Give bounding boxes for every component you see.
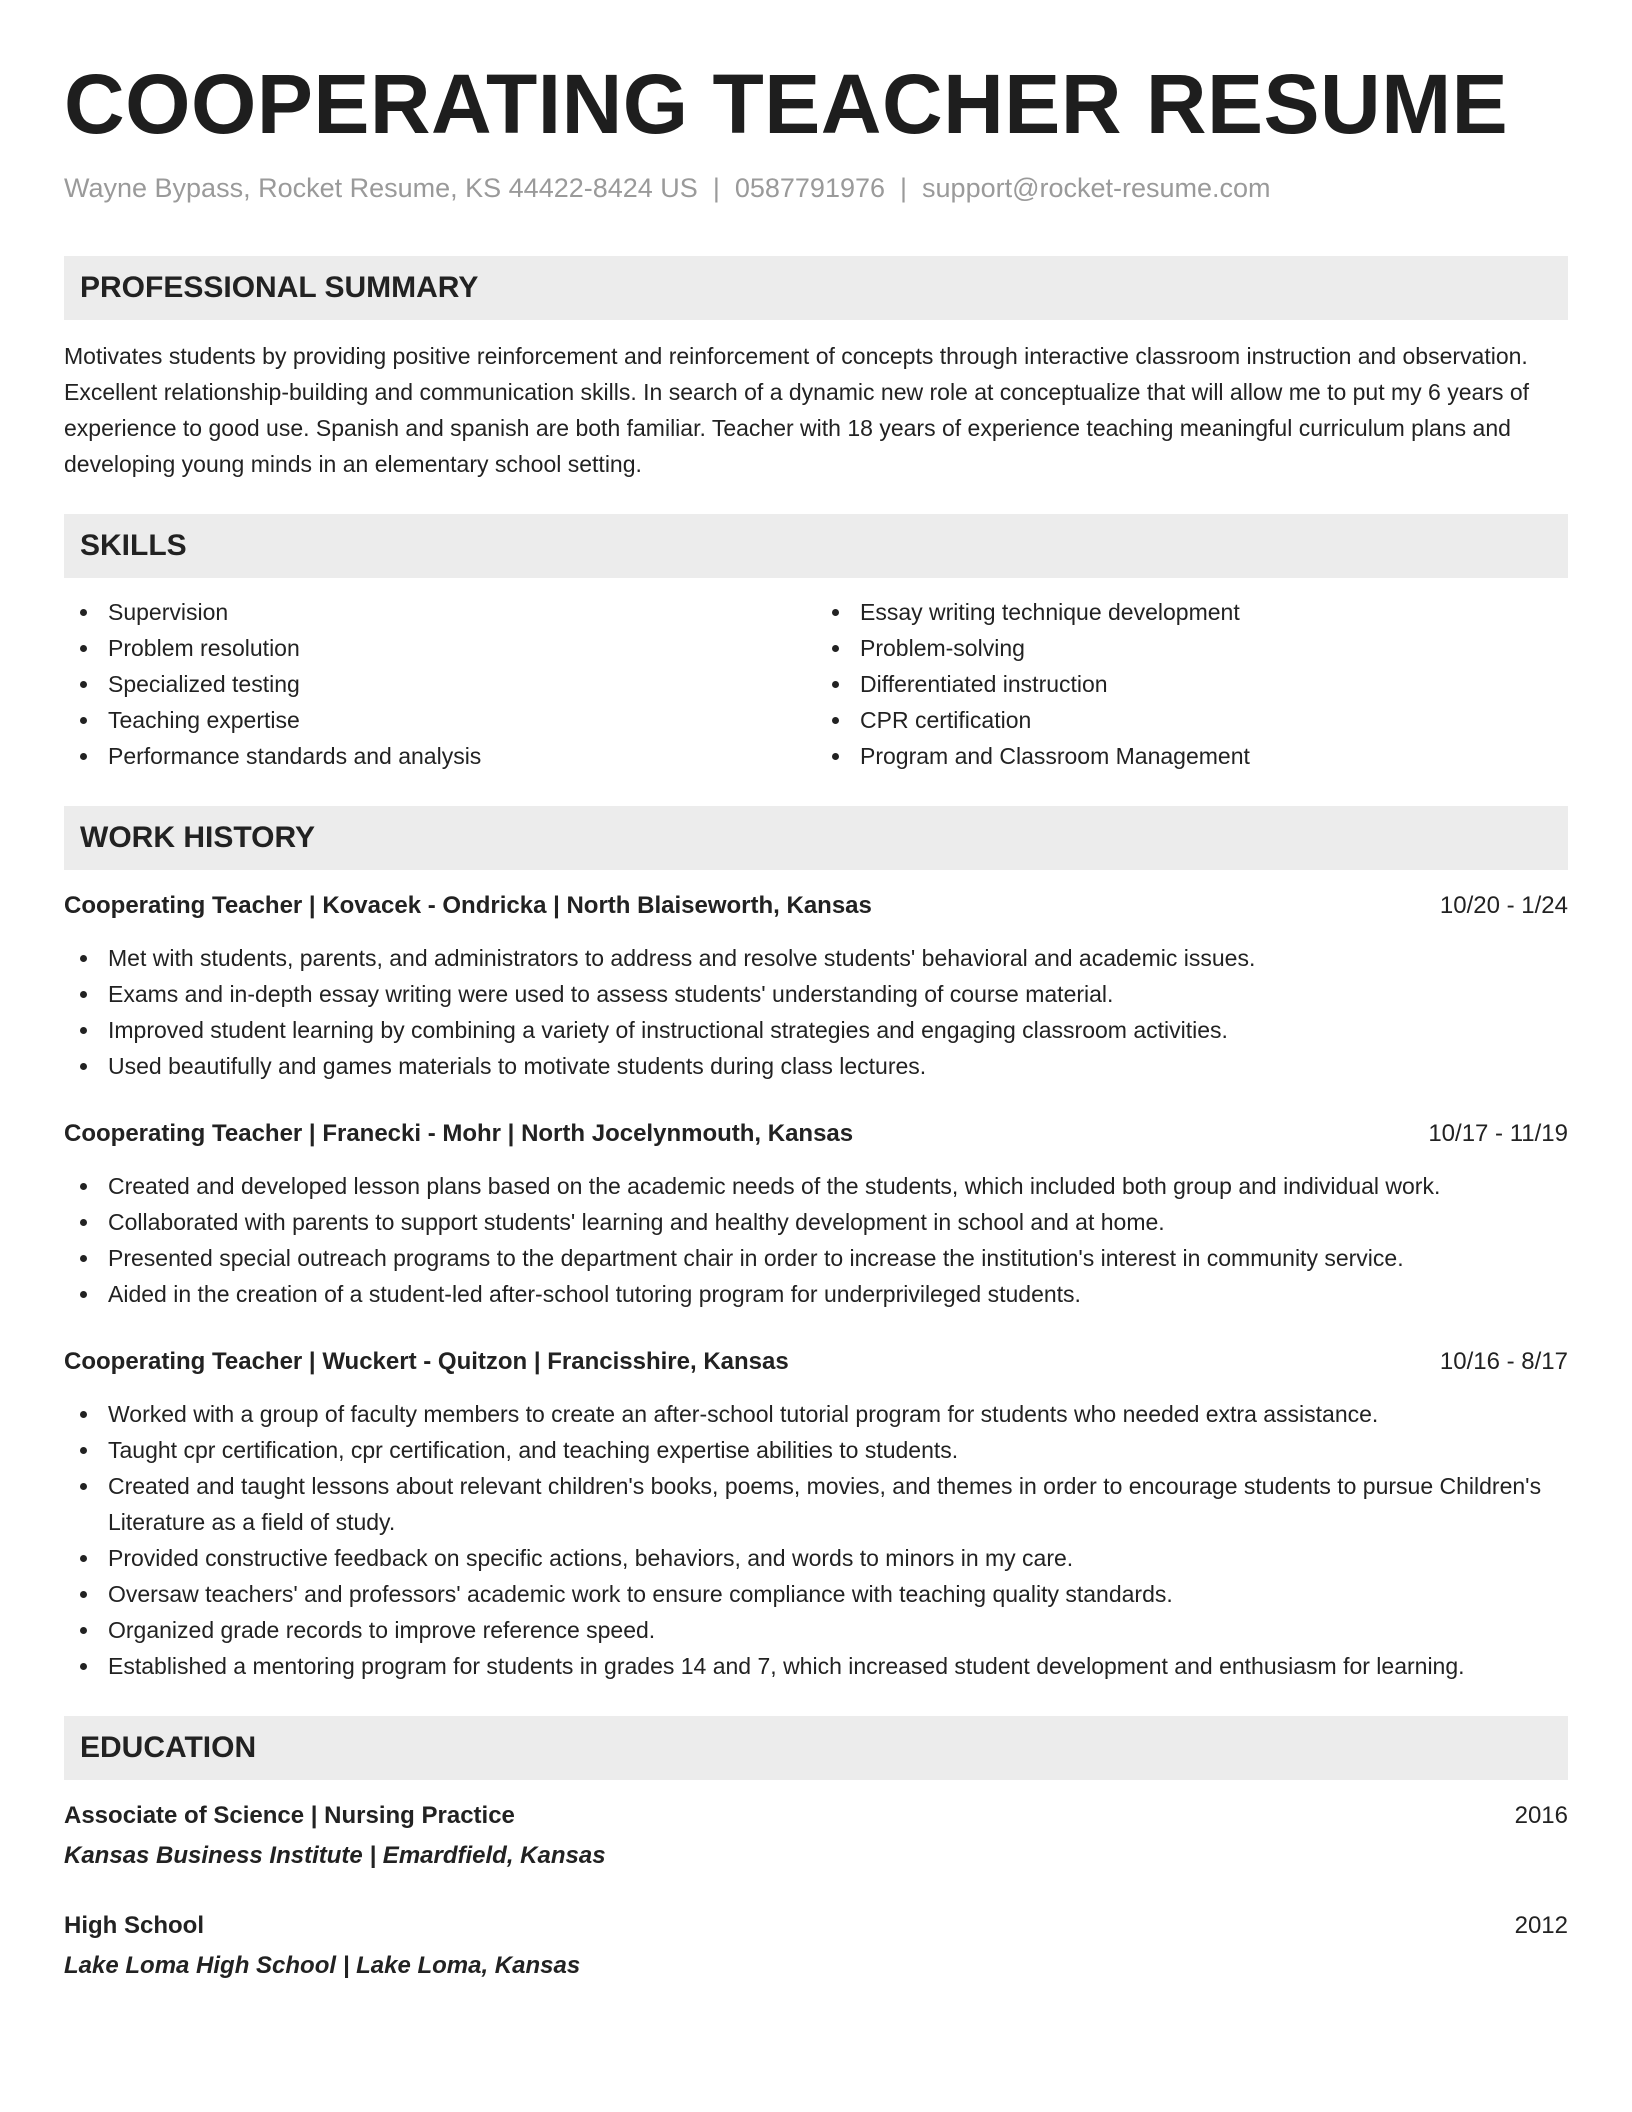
job-bullet: Improved student learning by combining a variety of instructional strategies and engaging classroom activities. — [64, 1012, 1568, 1048]
skill-item: Specialized testing — [64, 666, 816, 702]
skill-item: Differentiated instruction — [816, 666, 1568, 702]
skills-column-right — [816, 594, 1568, 774]
job-bullet: Provided constructive feedback on specific actions, behaviors, and words to minors in my care. — [64, 1540, 1568, 1576]
job-dates: 10/17 - 11/19 — [1428, 1120, 1568, 1147]
job-title: Cooperating Teacher | Kovacek - Ondricka | North Blaiseworth, Kansas — [64, 892, 872, 919]
education-heading: EDUCATION — [64, 1716, 1568, 1780]
skill-item: Problem-solving — [816, 630, 1568, 666]
job-bullets — [64, 940, 1568, 1084]
skills-column-left — [64, 594, 816, 774]
skills-heading: SKILLS — [64, 514, 1568, 578]
job-bullet: Worked with a group of faculty members to create an after-school tutorial program for students who needed extra assistance. — [64, 1396, 1568, 1432]
education-entry — [64, 1798, 1568, 1874]
contact-phone[interactable]: 0587791976 — [734, 173, 886, 203]
job-header — [64, 888, 1568, 924]
education-entry — [64, 1908, 1568, 1984]
education-header — [64, 1798, 1568, 1834]
job-dates: 10/20 - 1/24 — [1439, 892, 1568, 919]
education-year: 2012 — [1514, 1912, 1568, 1939]
skill-item: Problem resolution — [64, 630, 816, 666]
education-degree: Associate of Science | Nursing Practice — [64, 1802, 515, 1829]
job-bullet: Exams and in-depth essay writing were used to assess students' understanding of course material. — [64, 976, 1568, 1012]
job-title: Cooperating Teacher | Franecki - Mohr | North Jocelynmouth, Kansas — [64, 1120, 854, 1147]
job-header — [64, 1344, 1568, 1380]
work-history-heading: WORK HISTORY — [64, 806, 1568, 870]
job-bullet: Collaborated with parents to support students' learning and healthy development in school and at home. — [64, 1204, 1568, 1240]
job-entry — [64, 1116, 1568, 1312]
education-degree: High School — [64, 1912, 204, 1939]
job-bullet: Aided in the creation of a student-led after-school tutoring program for underprivileged students. — [64, 1276, 1568, 1312]
job-header — [64, 1116, 1568, 1152]
job-bullet: Established a mentoring program for students in grades 14 and 7, which increased student development and enthusiasm for learning. — [64, 1648, 1568, 1684]
contact-email[interactable]: support@rocket-resume.com — [922, 173, 1271, 203]
contact-separator: | — [900, 173, 908, 203]
skill-item: Teaching expertise — [64, 702, 816, 738]
job-bullets — [64, 1396, 1568, 1684]
summary-heading: PROFESSIONAL SUMMARY — [64, 256, 1568, 320]
skills-list — [64, 594, 1568, 774]
education-header — [64, 1908, 1568, 1944]
job-entry — [64, 888, 1568, 1084]
skill-item: Supervision — [64, 594, 816, 630]
job-bullet: Taught cpr certification, cpr certification, and teaching expertise abilities to students. — [64, 1432, 1568, 1468]
job-dates: 10/16 - 8/17 — [1439, 1348, 1568, 1375]
job-bullets — [64, 1168, 1568, 1312]
skill-item: Performance standards and analysis — [64, 738, 816, 774]
job-title: Cooperating Teacher | Wuckert - Quitzon | Francisshire, Kansas — [64, 1348, 789, 1375]
job-bullet: Created and developed lesson plans based on the academic needs of the students, which included both group and individual work. — [64, 1168, 1568, 1204]
job-bullet: Created and taught lessons about relevant children's books, poems, movies, and themes in order to encourage students to pursue Children's Literature as a field of study. — [64, 1468, 1568, 1540]
job-bullet: Presented special outreach programs to the department chair in order to increase the institution's interest in community service. — [64, 1240, 1568, 1276]
resume-title: COOPERATING TEACHER RESUME — [64, 57, 1509, 151]
education-school: Kansas Business Institute | Emardfield, Kansas — [64, 1842, 606, 1869]
skill-item: Program and Classroom Management — [816, 738, 1568, 774]
skill-item: CPR certification — [816, 702, 1568, 738]
job-bullet: Organized grade records to improve reference speed. — [64, 1612, 1568, 1648]
education-school: Lake Loma High School | Lake Loma, Kansas — [64, 1952, 581, 1979]
job-bullet: Oversaw teachers' and professors' academic work to ensure compliance with teaching quality standards. — [64, 1576, 1568, 1612]
summary-text: Motivates students by providing positive reinforcement and reinforcement of concepts through interactive classroom instruction and observation. Excellent relationship-building and communication skills. In search of a dynamic new role at conceptualize that will allow me to put my 6 years of experience to good use. Spanish and spanish are both familiar. Teacher with 18 years of experience teaching meaningful curriculum plans and developing young minds in an elementary school setting. — [64, 343, 1530, 477]
job-entry — [64, 1344, 1568, 1684]
job-bullet: Used beautifully and games materials to motivate students during class lectures. — [64, 1048, 1568, 1084]
contact-line — [64, 170, 1568, 206]
education-year: 2016 — [1514, 1802, 1568, 1829]
contact-address: Wayne Bypass, Rocket Resume, KS 44422-8424 US — [64, 173, 698, 203]
contact-separator: | — [712, 173, 720, 203]
job-bullet: Met with students, parents, and administrators to address and resolve students' behavioral and academic issues. — [64, 940, 1568, 976]
skill-item: Essay writing technique development — [816, 594, 1568, 630]
